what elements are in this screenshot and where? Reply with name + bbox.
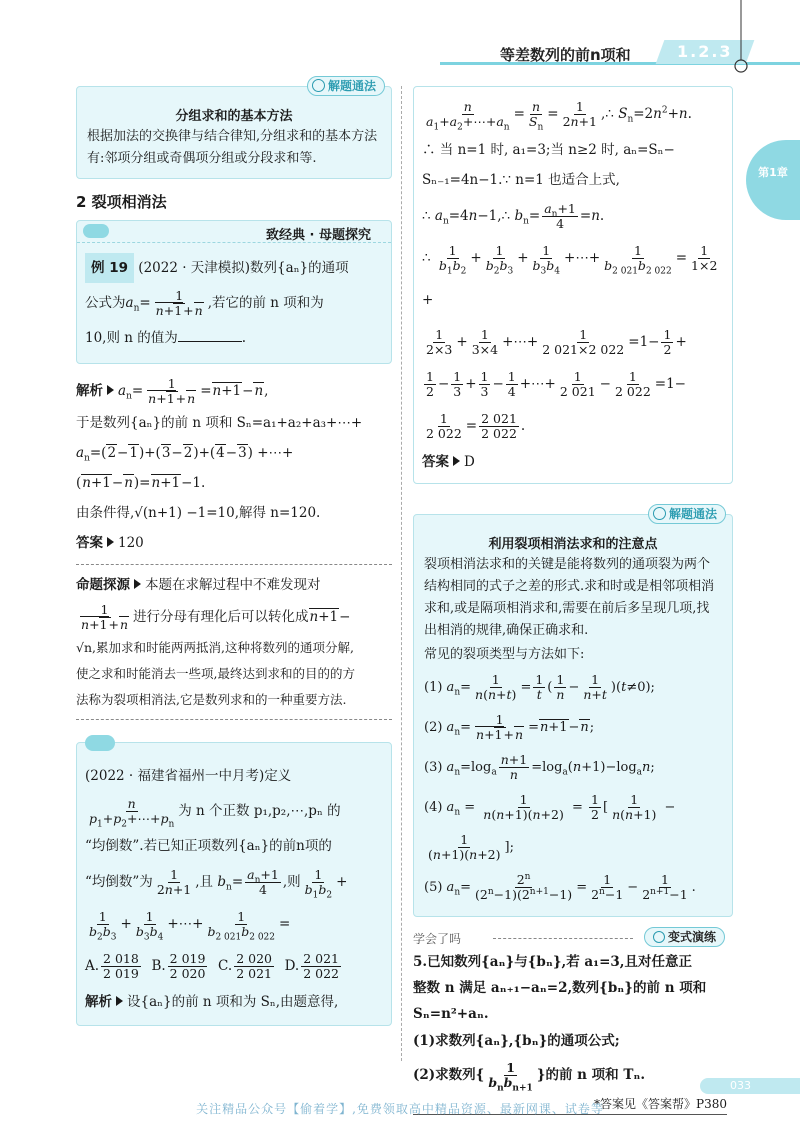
example-number: 例 19 [85, 253, 134, 283]
page-header [0, 0, 800, 70]
left-column [76, 79, 392, 1026]
example-line-2: 公式为$a_n=$ $\frac{1}{n+1+n}$ ,若它的前 n 项和为 [85, 287, 324, 318]
answer-line-right: 答案 D [422, 454, 475, 470]
answer-line: 答案 120 [76, 535, 144, 551]
method-tag: 解题通法 [307, 76, 385, 96]
variant-practice-badge: 变式演练 [644, 927, 725, 947]
badge-icon [312, 79, 325, 92]
question-5: 5.已知数列{aₙ}与{bₙ},若 a₁=3,且对任意正 整数 n 满足 aₙ₊₁−aₙ=2,数列{bₙ}的前 n 项和 Sₙ=n²+aₙ. (1)求数列{aₙ},{bₙ}的通项公式; (2)求数列{ $\frac{1}{b_nb_{n+1}}$ }的前 n 项和 Tₙ. *答案见《答案帮》P380 [413, 949, 733, 1115]
right-column [413, 86, 733, 1115]
section-title: 2 裂项相消法 [76, 193, 167, 211]
lightbulb-icon [733, 0, 749, 76]
solution-line-3: $a_n=(2-1)+(3-2)+(4-3)$ +⋯+ [76, 445, 294, 464]
example-line-1: 例 19 (2022 · 天津模拟)数列{aₙ}的通项 [85, 253, 383, 283]
method-title: 分组求和的基本方法 [175, 109, 293, 124]
solution-continuation-box: $\frac{n}{a_1+a_2+\cdots+a_n}$ = $\frac{n}{S_n}$ = $\frac{1}{2n+1}$ ,∴ $S_n=2n^2+n$. ∴ 当 n=1 时, a₁=3;当 n≥2 时, aₙ=Sₙ− Sₙ₋₁=4n−1.∵ n=1 也适合上式, ∴ $a_n=4n-1,\therefore$ $b_n=$ $\frac{a_n+1}{4}$ =n. ∴ $\frac{1}{b_1b_2}$ + $\frac{1}{b_2b_3}$ + $\frac{1}{b_3b_4}$ +⋯+ $\frac{1}{b_{2 021}b_{2 022}}$ = $\frac{1}{1\times 2}$ + $\frac{1}{2\times 3}$ + $\frac{1}{3\times 4}$ +⋯+ $\frac{1}{2 021\times 2 022}$ =1− $\frac{1}{2}$ + $\frac{1}{2}$ − $\frac{1}{3}$ + $\frac{1}{3}$ − $\frac{1}{4}$ +⋯+ $\frac{1}{2 021}$ − $\frac{1}{2 022}$ =1− $\frac{1}{2 022}$ = $\frac{2 021}{2 022}$ . 答案 D [413, 86, 733, 484]
answer-options [85, 945, 383, 987]
method-box-telescoping: 解题通法 利用裂项相消法求和的注意点 裂项相消法求和的关键是能将数列的通项裂为两个结构相同的式子之差的形式.求和时或是相邻项相消求和,或是隔项相消求和,需要在前后多呈现几项,找出相消的规律,确保正确求和. 常见的裂项类型与方法如下: (1) $a_n=$ $\frac{1}{n(n+t)}$ = $\frac{1}{t}$ ( $\frac{1}{n}$ − $\frac{1}{n+t}$ )(t≠0); (2) $a_n=$ $\frac{1}{n+1+n}$ =n+1−n; (3) $a_n=\log_a$ $\frac{n+1}{n}$ $=\log_a(n+1)-\log_an$; (4) $a_n$ = $\frac{1}{n(n+1)(n+2)}$ = $\frac{1}{2}$ [ $\frac{1}{n(n+1)}$ − $\frac{1}{(n+1)(n+2)}$ ]; (5) $a_n=$ $\frac{2^n}{(2^n-1)(2^{n+1}-1)}$ = $\frac{1}{2^n-1}$ − $\frac{1}{2^{n+1}-1}$ . [413, 514, 733, 917]
example-header: 致经典 · 母题探究 [77, 221, 391, 243]
answer-reference: *答案见《答案帮》P380 [413, 1095, 727, 1115]
triangle-icon [107, 537, 114, 547]
option-c[interactable]: C. $\frac{2 020}{2 021}$ [218, 950, 272, 981]
triangle-icon [453, 456, 460, 466]
column-divider [401, 86, 402, 1061]
badge-icon [653, 931, 665, 943]
solution-line-2: 于是数列{aₙ}的前 n 项和 Sₙ=a₁+a₂+a₃+⋯+ [76, 415, 363, 431]
method-body: 根据加法的交换律与结合律知,分组求和的基本方法有:邻项分组或奇偶项分组或分段求和等. [87, 129, 378, 166]
page-number: 033 [700, 1078, 800, 1094]
solution-line-1: 解析 $a_n=$ $\frac{1}{n+1+n}$ =n+1−n, [76, 375, 269, 406]
chapter-tab: 第1章 [746, 140, 800, 220]
triangle-icon [116, 996, 123, 1006]
solution-line-5: 由条件得,√(n+1) −1=10,解得 n=120. [76, 505, 321, 521]
header-title: 等差数列的前n项和 [500, 46, 631, 64]
triangle-icon [134, 579, 141, 589]
method-box-grouping [76, 79, 392, 179]
option-b[interactable]: B. $\frac{2 019}{2 020}$ [151, 950, 206, 981]
origin-box: 命题探源 本题在求解过程中不难发现对 $\frac{1}{n+1+n}$ 进行分母有理化后可以转化成n+1− √n,累加求和时能两两抵消,这种将数列的通项分解, 使之求和时能消去一些项,最终达到求和的目的的方 法称为裂项相消法,它是数列求和的一种重要方法. [76, 564, 392, 720]
method-tag: 解题通法 [648, 504, 726, 524]
watermark: 关注精品公众号【偷着学】,免费领取高中精品资源、最新网课、试卷等 [196, 1102, 604, 1116]
solution-line-4: (n+1−n)=n+1−1. [76, 475, 206, 491]
triangle-icon [107, 385, 114, 395]
option-d[interactable]: D. $\frac{2 021}{2 022}$ [284, 950, 340, 981]
example-line-3: 10,则 n 的值为 . [85, 330, 247, 346]
star-badge-icon [83, 224, 109, 238]
learn-divider: 学会了吗 变式演练 [413, 927, 733, 949]
option-a[interactable]: A. $\frac{2 018}{2 019}$ [85, 950, 139, 981]
badge-icon [653, 507, 666, 520]
practice-box: (2022 · 福建省福州一中月考)定义 $\frac{n}{p_1+p_2+\cdots+p_n}$ 为 n 个正数 p₁,p₂,⋯,pₙ 的 “均倒数”.若已知正项数列{aₙ}的前n项的 “均倒数”为 $\frac{1}{2n+1}$ ,且 $b_n=$ $\frac{a_n+1}{4}$ ,则 $\frac{1}{b_1b_2}$ + $\frac{1}{b_2b_3}$ + $\frac{1}{b_3b_4}$ +⋯+ $\frac{1}{b_{2 021}b_{2 022}}$ = A. $\frac{2 018}{2 019}$ B. $\frac{2 019}{2 020}$ C. $\frac{2 020}{2 021}$ D. $\frac{2 021}{2 022}$ 解析 设{aₙ}的前 n 项和为 Sₙ,由题意得, [76, 742, 392, 1026]
example-box [76, 220, 392, 364]
answer-blank[interactable] [178, 328, 242, 342]
practice-badge-icon [85, 735, 115, 751]
section-number: 1.2.3 [656, 40, 755, 64]
